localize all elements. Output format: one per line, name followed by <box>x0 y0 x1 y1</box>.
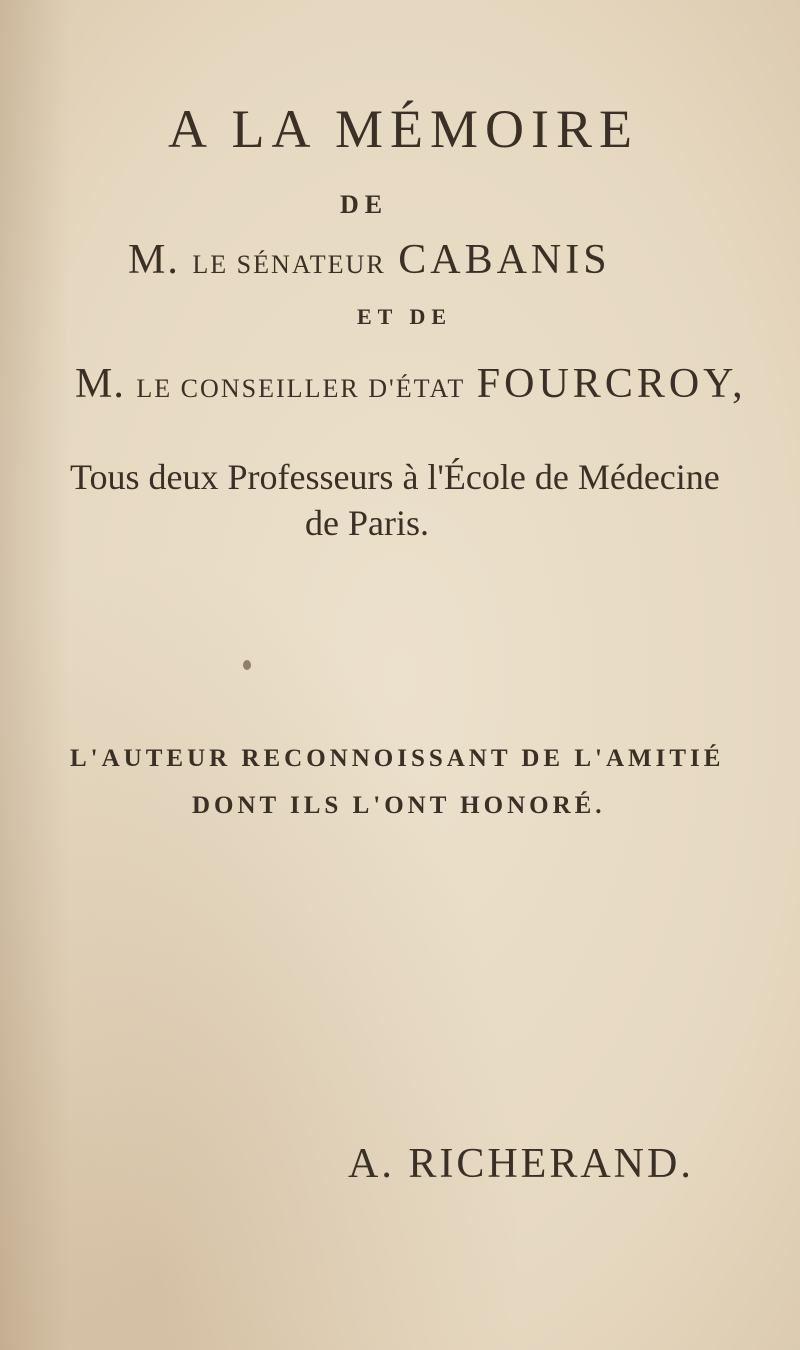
person2-title: LE CONSEILLER D'ÉTAT <box>136 374 466 403</box>
person1-name: CABANIS <box>398 237 611 283</box>
professors-line-1: Tous deux Professeurs à l'École de Médecine <box>70 457 720 497</box>
person2-line <box>75 360 747 408</box>
tribute-line-2: DONT ILS L'ONT HONORÉ. <box>192 792 606 819</box>
ink-fleck <box>243 660 251 670</box>
dedication-heading: A LA MÉMOIRE <box>168 99 640 159</box>
person2-name: FOURCROY, <box>476 361 747 407</box>
person2-prefix: M. <box>75 361 125 407</box>
person1-line <box>128 236 611 284</box>
de-label: DE <box>340 190 389 219</box>
author-signature: A. RICHERAND. <box>348 1141 694 1187</box>
page-edge-shadow <box>0 0 70 1350</box>
person1-title: LE SÉNATEUR <box>192 250 386 279</box>
tribute-line-1: L'AUTEUR RECONNOISSANT DE L'AMITIÉ <box>70 745 725 772</box>
person1-prefix: M. <box>128 237 180 283</box>
professors-line-2: de Paris. <box>305 503 429 543</box>
et-de-label: ET DE <box>357 304 453 329</box>
